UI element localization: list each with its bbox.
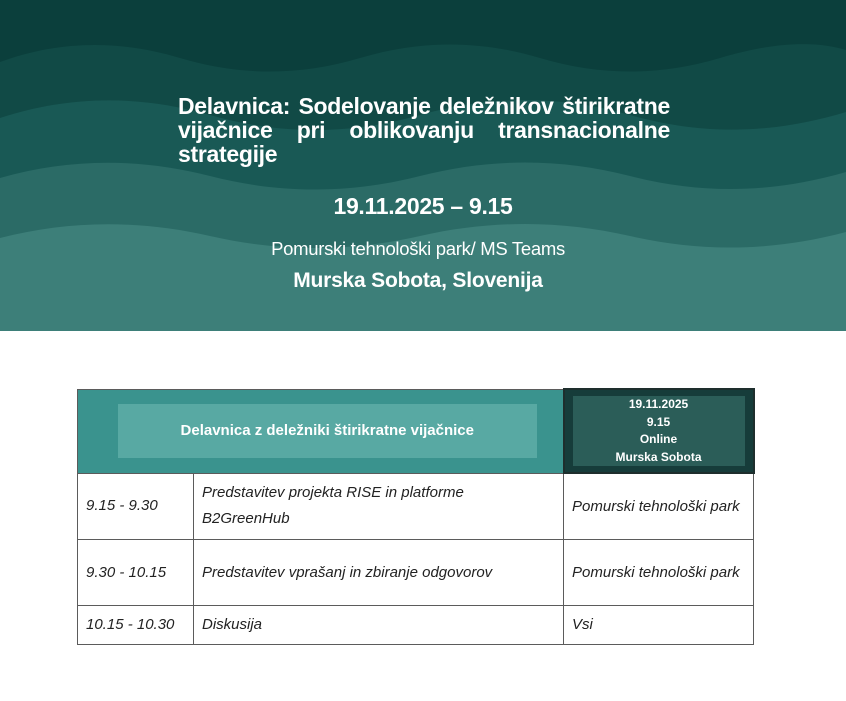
agenda-info-cell	[564, 389, 754, 473]
info-date: 19.11.2025	[628, 397, 689, 411]
info-time: 9.15	[646, 414, 671, 429]
agenda-header-row	[78, 389, 754, 473]
row-time: 10.15 - 10.30	[78, 606, 194, 645]
agenda-header-title: Delavnica z deležniki štirikratne vijačnice	[118, 404, 537, 458]
event-datetime: 19.11.2025 – 9.15	[333, 193, 513, 219]
row-time: 9.30 - 10.15	[78, 540, 194, 606]
row-time: 9.15 - 9.30	[78, 473, 194, 540]
row-activity: Predstavitev projekta RISE in platforme B2GreenHub	[194, 473, 564, 540]
agenda-info-box	[573, 396, 745, 466]
header-banner	[0, 0, 846, 331]
table-row	[78, 606, 754, 645]
info-place: Murska Sobota	[615, 449, 702, 464]
table-row	[78, 540, 754, 606]
row-activity: Diskusija	[194, 606, 564, 645]
info-mode: Online	[639, 432, 678, 446]
row-presenter: Pomurski tehnološki park	[564, 540, 754, 606]
row-presenter: Vsi	[564, 606, 754, 645]
row-activity: Predstavitev vprašanj in zbiranje odgovorov	[194, 540, 564, 606]
page-title: Delavnica: Sodelovanje deležnikov štirikratne vijačnice pri oblikovanju transnacionalne strategije	[178, 93, 670, 167]
agenda-header-cell	[78, 389, 564, 473]
event-city: Murska Sobota, Slovenija	[293, 269, 543, 292]
agenda-table	[77, 388, 755, 645]
event-venue: Pomurski tehnološki park/ MS Teams	[271, 238, 565, 259]
row-presenter: Pomurski tehnološki park	[564, 473, 754, 540]
table-row	[78, 473, 754, 540]
